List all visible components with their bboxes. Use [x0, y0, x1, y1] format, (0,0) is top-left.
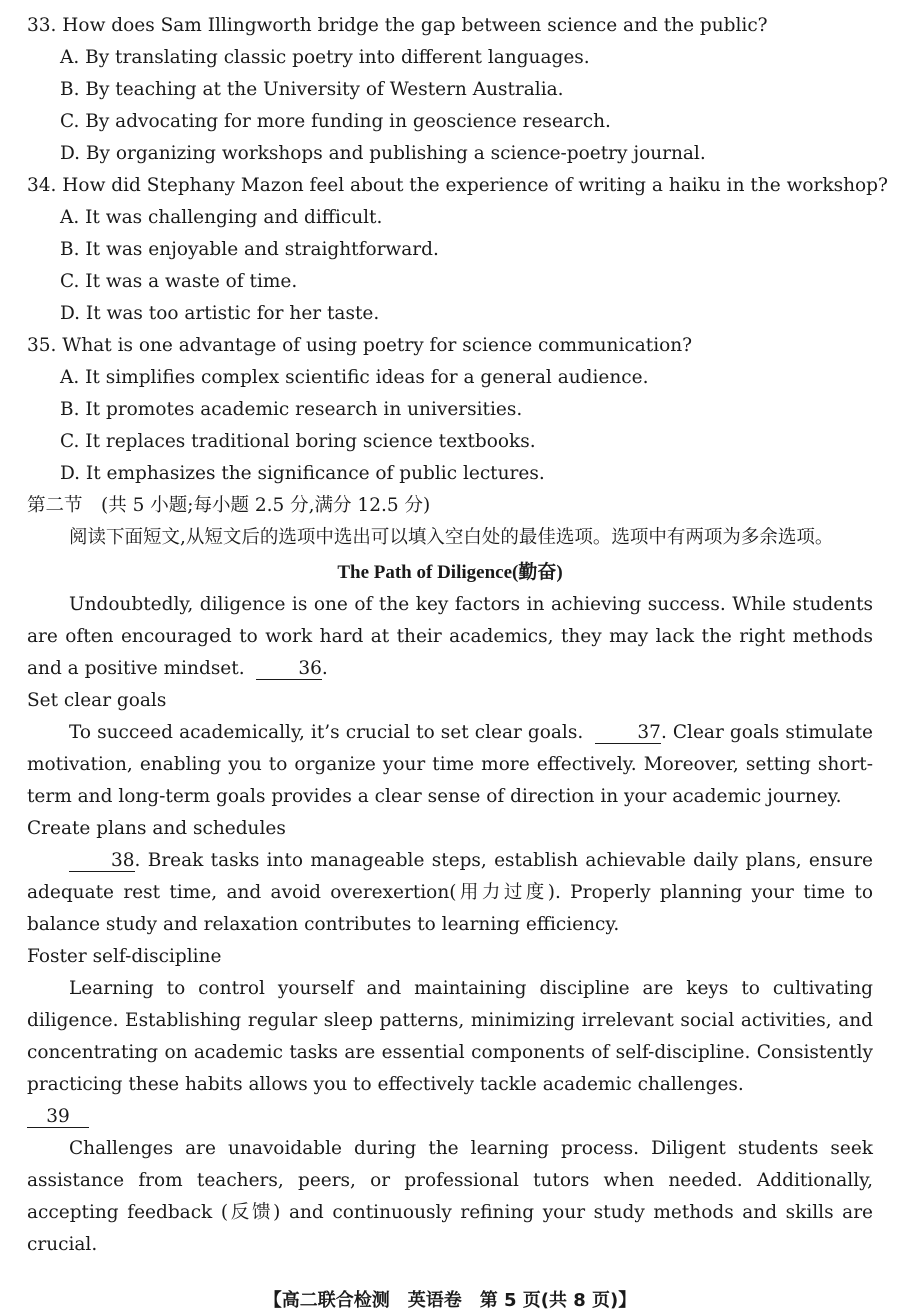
subheading-set-clear-goals: Set clear goals [27, 690, 167, 711]
blank-38: 38 [69, 851, 135, 872]
option-c: C. It replaces traditional boring science textbooks. [60, 431, 536, 452]
question-stem: 34. How did Stephany Mazon feel about the experience of writing a haiku in the workshop? [27, 175, 888, 196]
passage-intro: Undoubtedly, diligence is one of the key factors in achieving success. While students are often encouraged to work hard at their academics, they may lack the right methods and a positive mindset. 36. [27, 594, 873, 679]
subheading-create-plans: Create plans and schedules [27, 818, 286, 839]
option-c: C. It was a waste of time. [60, 271, 298, 292]
exam-page [27, 10, 888, 1261]
option-d: D. It emphasizes the significance of public lectures. [60, 463, 545, 484]
option-b: B. It was enjoyable and straightforward. [60, 239, 439, 260]
option-a: A. It simplifies complex scientific ideas for a general audience. [60, 367, 649, 388]
paragraph-goals [27, 717, 873, 813]
question-stem: 33. How does Sam Illingworth bridge the gap between science and the public? [27, 15, 768, 36]
paragraph-plans [27, 845, 873, 941]
subheading-self-discipline: Foster self-discipline [27, 946, 222, 967]
option-b: B. It promotes academic research in universities. [60, 399, 523, 420]
option-d: D. It was too artistic for her taste. [60, 303, 380, 324]
paragraph-discipline: Learning to control yourself and maintaining discipline are keys to cultivating diligence. Establishing regular sleep patterns, minimizing irrelevant social activities, and concentrating on academic tasks are essential components of self-discipline. Consistently practicing these habits allows you to effectively tackle academic challenges. [27, 978, 873, 1095]
option-a: A. By translating classic poetry into different languages. [60, 47, 590, 68]
option-d: D. By organizing workshops and publishing a science-poetry journal. [60, 143, 706, 164]
question-33 [27, 10, 873, 170]
passage-title: The Path of Diligence(勤奋) [337, 562, 563, 583]
paragraph-challenges: Challenges are unavoidable during the learning process. Diligent students seek assistance from teachers, peers, or professional tutors when needed. Additionally, accepting feedback (反馈) and continuously refining your study methods and skills are crucial. [27, 1138, 873, 1255]
intro-text: Undoubtedly, diligence is one of the key factors in achieving success. While students are often encouraged to work hard at their academics, they may lack the right methods and a positive mindset. [27, 594, 873, 679]
question-stem: 35. What is one advantage of using poetry for science communication? [27, 335, 693, 356]
option-c: C. By advocating for more funding in geoscience research. [60, 111, 611, 132]
blank-39: 39 [27, 1107, 89, 1128]
question-35 [27, 330, 873, 490]
option-b: B. By teaching at the University of Western Australia. [60, 79, 564, 100]
question-34 [27, 170, 888, 330]
section-instruction: 阅读下面短文,从短文后的选项中选出可以填入空白处的最佳选项。选项中有两项为多余选项。 [69, 527, 834, 548]
option-a: A. It was challenging and difficult. [60, 207, 383, 228]
blank-39-line [27, 1101, 873, 1133]
blank-37: 37 [595, 723, 661, 744]
goals-text-before: To succeed academically, it’s crucial to set clear goals. [69, 722, 584, 743]
goals-text-after: . Clear goals stimulate motivation, enabling you to organize your time more effectively. Moreover, setting short-term and long-term goals provides a clear sense of direction in your academic journey. [27, 722, 873, 807]
page-footer: 【高二联合检测 英语卷 第 5 页(共 8 页)】 [263, 1290, 637, 1311]
section-heading: 第二节 (共 5 小题;每小题 2.5 分,满分 12.5 分) [27, 495, 431, 516]
plans-text: . Break tasks into manageable steps, establish achievable daily plans, ensure adequate rest time, and avoid overexertion(用力过度). Properly planning your time to balance study and relaxation contributes to learning efficiency. [27, 850, 873, 935]
blank-36: 36 [256, 659, 322, 680]
